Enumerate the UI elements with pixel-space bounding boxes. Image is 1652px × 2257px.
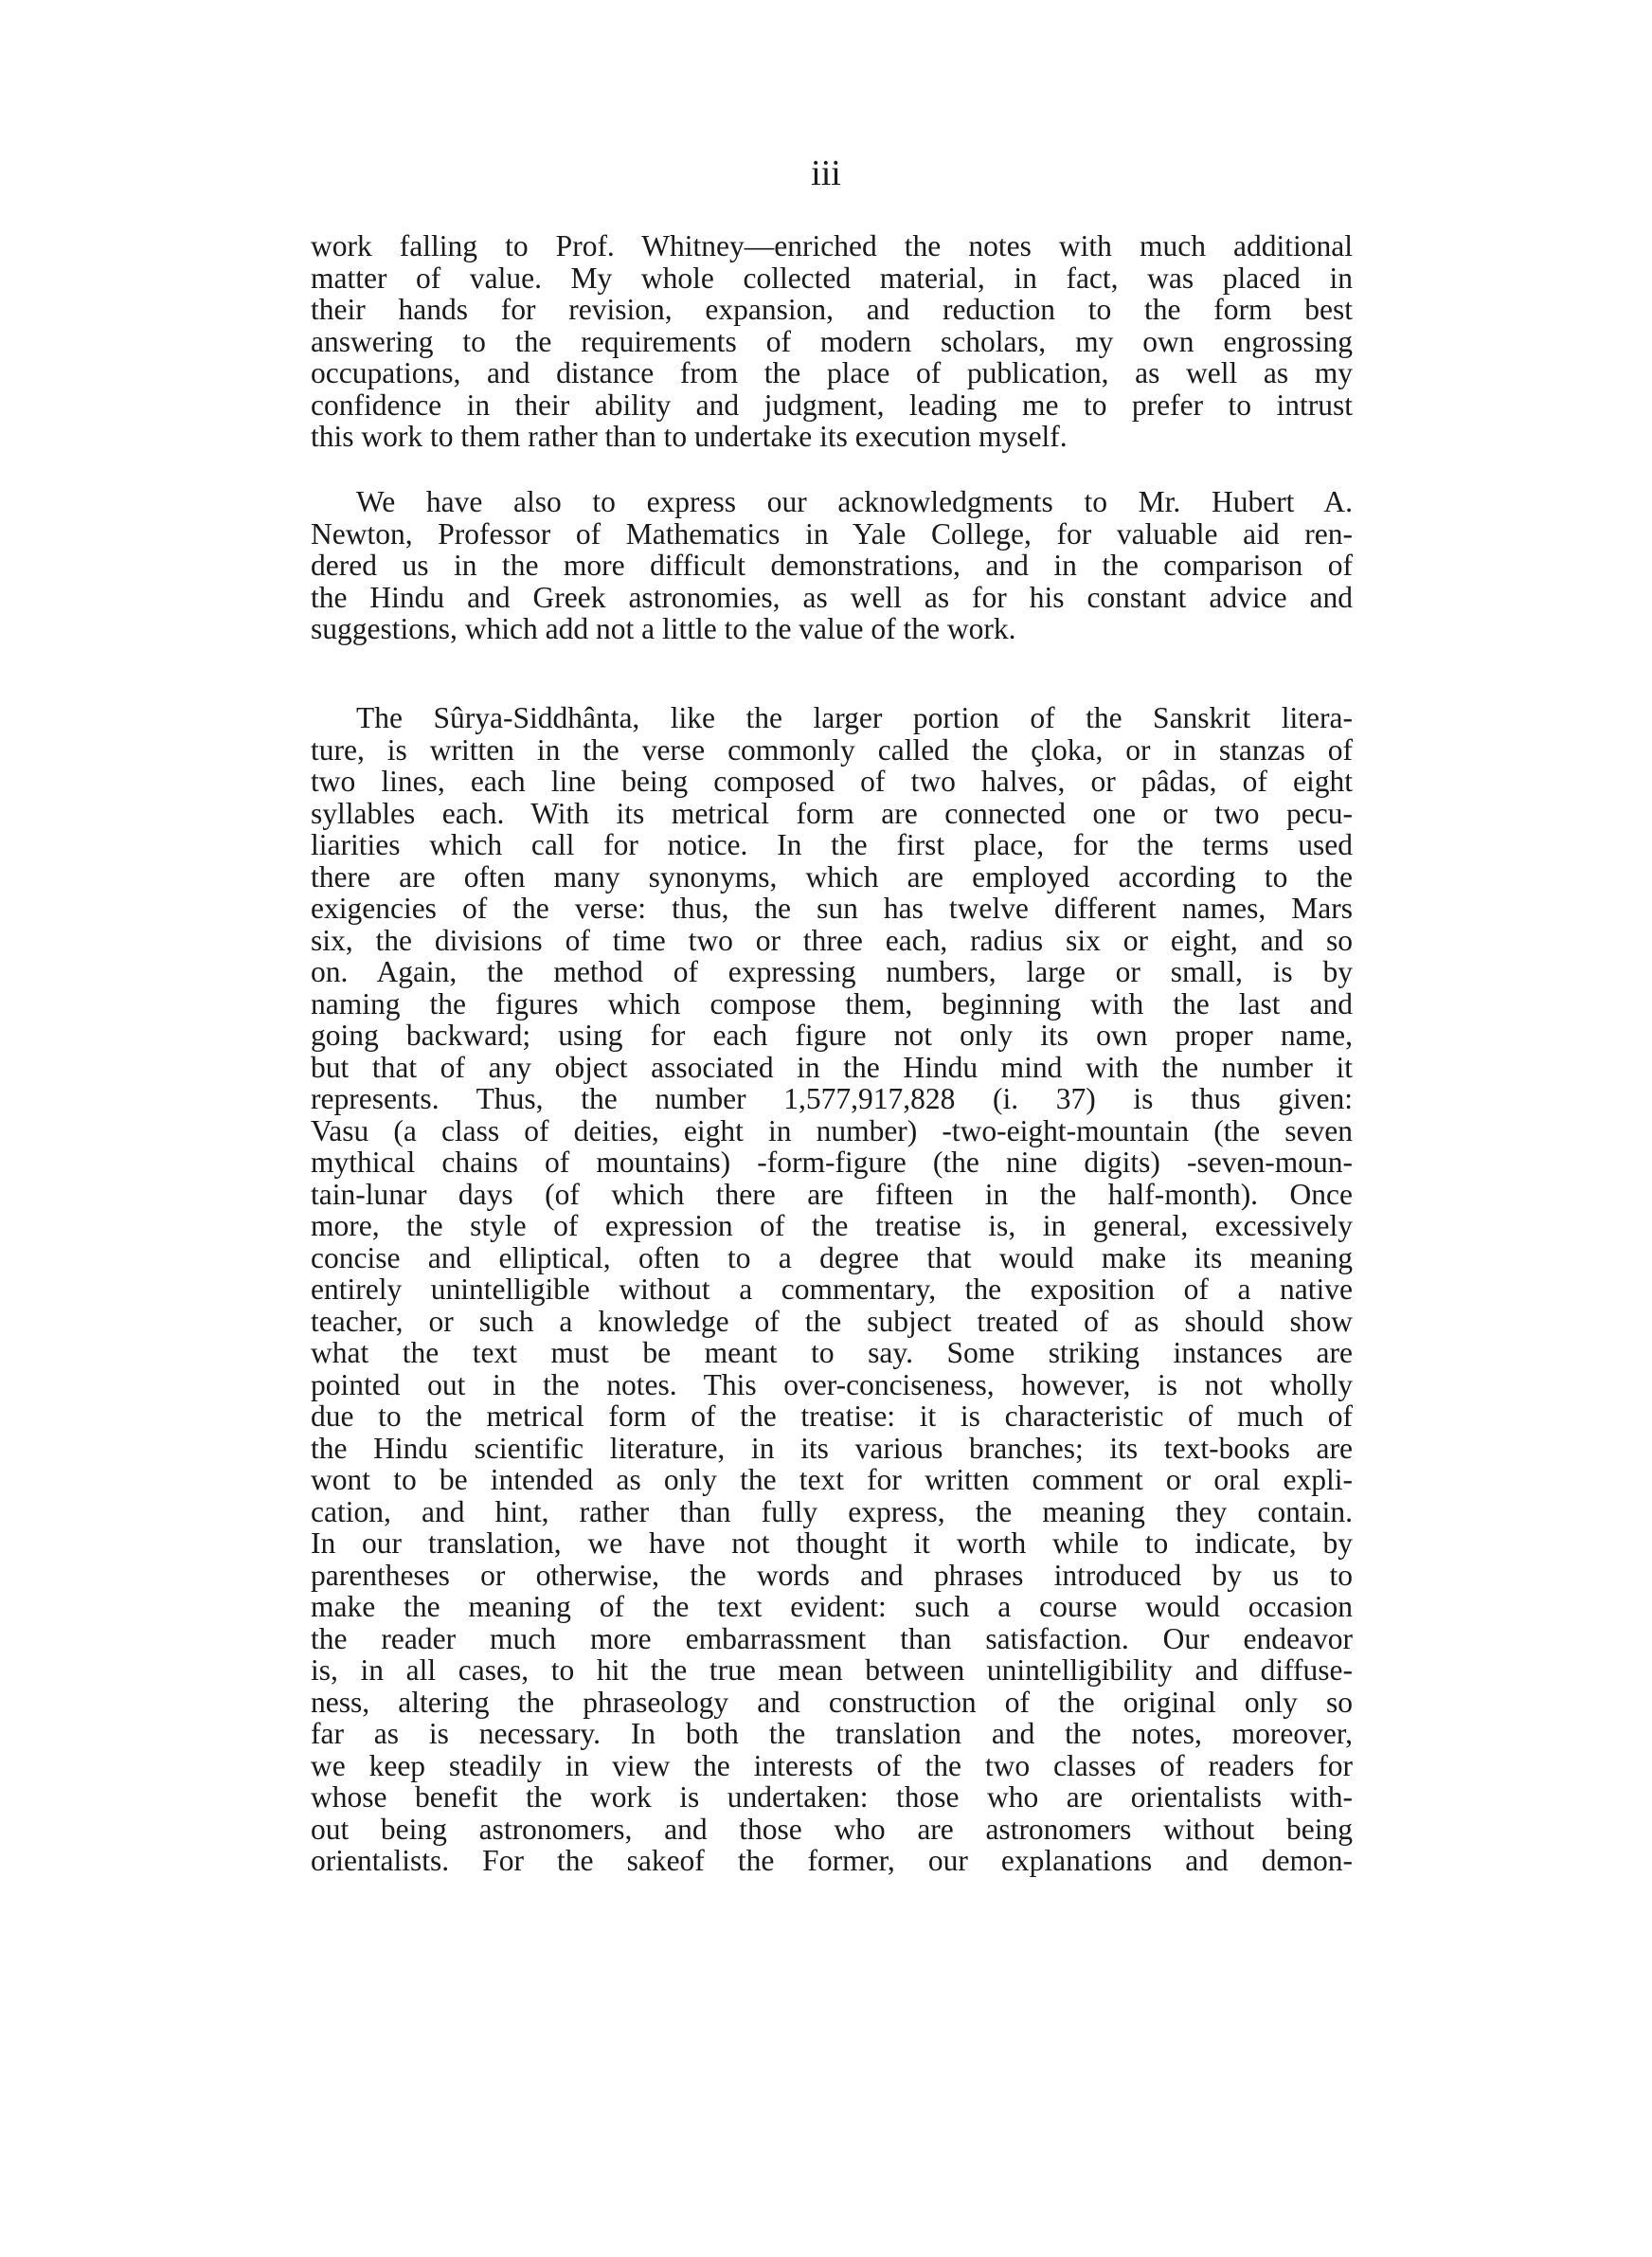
paragraph-3-line-2: ture, is written in the verse commonly called the çloka, or in stanzas of	[311, 732, 1353, 767]
paragraph-1	[311, 230, 1353, 453]
paragraph-3-line-21: what the text must be meant to say. Some striking instances are	[311, 1336, 1353, 1369]
paragraph-3-line-31: is, in all cases, to hit the true mean between unintelligibility and diffuse-	[311, 1653, 1353, 1687]
paragraph-3-line-13: represents. Thus, the number 1,577,917,828 (i. 37) is thus given:	[311, 1082, 1353, 1115]
paragraph-3-line-27: In our translation, we have not thought it worth while to indicate, by	[311, 1526, 1353, 1560]
paragraph-3-line-34: we keep steadily in view the interests of the two classes of readers for	[311, 1748, 1353, 1782]
paragraph-3-line-8: six, the divisions of time two or three each, radius six or eight, and so	[311, 923, 1353, 957]
paragraph-2-line-3: dered us in the more difficult demonstrations, and in the comparison of	[311, 549, 1353, 582]
paragraph-3-line-20: teacher, or such a knowledge of the subject treated of as should show	[311, 1304, 1353, 1338]
paragraph-3	[311, 702, 1353, 1877]
paragraph-3-line-17: more, the style of expression of the treatise is, in general, excessively	[311, 1209, 1353, 1242]
paragraph-3-line-22: pointed out in the notes. This over-conciseness, however, is not wholly	[311, 1367, 1353, 1401]
paragraph-2-line-1: We have also to express our acknowledgments to Mr. Hubert A.	[356, 485, 1353, 518]
paragraph-2-line-2: Newton, Professor of Mathematics in Yale College, for valuable aid ren-	[311, 516, 1353, 551]
paragraph-3-line-9: on. Again, the method of expressing numbers, large or small, is by	[311, 955, 1353, 988]
paragraph-1-line-5: occupations, and distance from the place of publication, as well as my	[311, 356, 1353, 389]
paragraph-2-line-5: suggestions, which add not a little to the value of the work.	[311, 612, 1016, 645]
paragraph-3-line-35: whose benefit the work is undertaken: those who are orientalists with-	[311, 1780, 1353, 1814]
paragraph-3-line-16: tain-lunar days (of which there are fifteen in the half-month). Once	[311, 1177, 1353, 1211]
paragraph-3-line-4: syllables each. With its metrical form are connected one or two pecu-	[311, 796, 1353, 830]
paragraph-3-line-10: naming the figures which compose them, beginning with the last and	[311, 986, 1353, 1020]
paragraph-3-line-7: exigencies of the verse: thus, the sun has twelve different names, Mars	[311, 892, 1353, 925]
paragraph-3-line-3: two lines, each line being composed of two halves, or pâdas, of eight	[311, 765, 1353, 798]
paragraph-3-line-28: parentheses or otherwise, the words and phrases introduced by us to	[311, 1558, 1353, 1592]
paragraph-3-line-37: orientalists. For the sakeof the former, our explanations and demon-	[311, 1844, 1353, 1877]
paragraph-3-line-5: liarities which call for notice. In the first place, for the terms used	[311, 828, 1353, 861]
paragraph-3-line-12: but that of any object associated in the Hindu mind with the number it	[311, 1050, 1353, 1084]
paragraph-3-line-26: cation, and hint, rather than fully express, the meaning they contain.	[311, 1494, 1353, 1528]
page-number: iii	[811, 153, 841, 193]
paragraph-1-line-6: confidence in their ability and judgment, leading me to prefer to intrust	[311, 388, 1353, 422]
paragraph-3-line-1: The Sûrya-Siddhânta, like the larger portion of the Sanskrit litera-	[356, 701, 1353, 734]
paragraph-3-line-32: ness, altering the phraseology and construction of the original only so	[311, 1685, 1353, 1719]
paragraph-3-line-33: far as is necessary. In both the translation and the notes, moreover,	[311, 1717, 1353, 1750]
paragraph-3-line-6: there are often many synonyms, which are employed according to the	[311, 859, 1353, 894]
paragraph-3-line-23: due to the metrical form of the treatise: it is characteristic of much of	[311, 1399, 1353, 1433]
paragraph-3-line-15: mythical chains of mountains) -form-figure (the nine digits) -seven-moun-	[311, 1146, 1353, 1179]
paragraph-1-line-7: this work to them rather than to undertake its execution myself.	[311, 420, 1068, 453]
paragraph-3-line-29: make the meaning of the text evident: such a course would occasion	[311, 1590, 1353, 1623]
paragraph-3-line-14: Vasu (a class of deities, eight in number) -two-eight-mountain (the seven	[311, 1113, 1353, 1147]
paragraph-1-line-1: work falling to Prof. Whitney—enriched the notes with much additional	[311, 229, 1353, 262]
paragraph-3-line-11: going backward; using for each figure not only its own proper name,	[311, 1019, 1353, 1052]
paragraph-3-line-30: the reader much more embarrassment than satisfaction. Our endeavor	[311, 1621, 1353, 1655]
paragraph-3-line-36: out being astronomers, and those who are astronomers without being	[311, 1812, 1353, 1846]
paragraph-1-line-4: answering to the requirements of modern scholars, my own engrossing	[311, 324, 1353, 358]
paragraph-2	[311, 486, 1353, 645]
paragraph-2-line-4: the Hindu and Greek astronomies, as well as for his constant advice and	[311, 580, 1353, 614]
paragraph-1-line-2: matter of value. My whole collected material, in fact, was placed in	[311, 261, 1353, 295]
paragraph-1-line-3: their hands for revision, expansion, and reduction to the form best	[311, 293, 1353, 326]
paragraph-3-line-24: the Hindu scientific literature, in its various branches; its text-books are	[311, 1431, 1353, 1465]
paragraph-3-line-25: wont to be intended as only the text for written comment or oral expli-	[311, 1463, 1353, 1496]
paragraph-3-line-19: entirely unintelligible without a commentary, the exposition of a native	[311, 1273, 1353, 1306]
paragraph-3-line-18: concise and elliptical, often to a degree that would make its meaning	[311, 1240, 1353, 1274]
